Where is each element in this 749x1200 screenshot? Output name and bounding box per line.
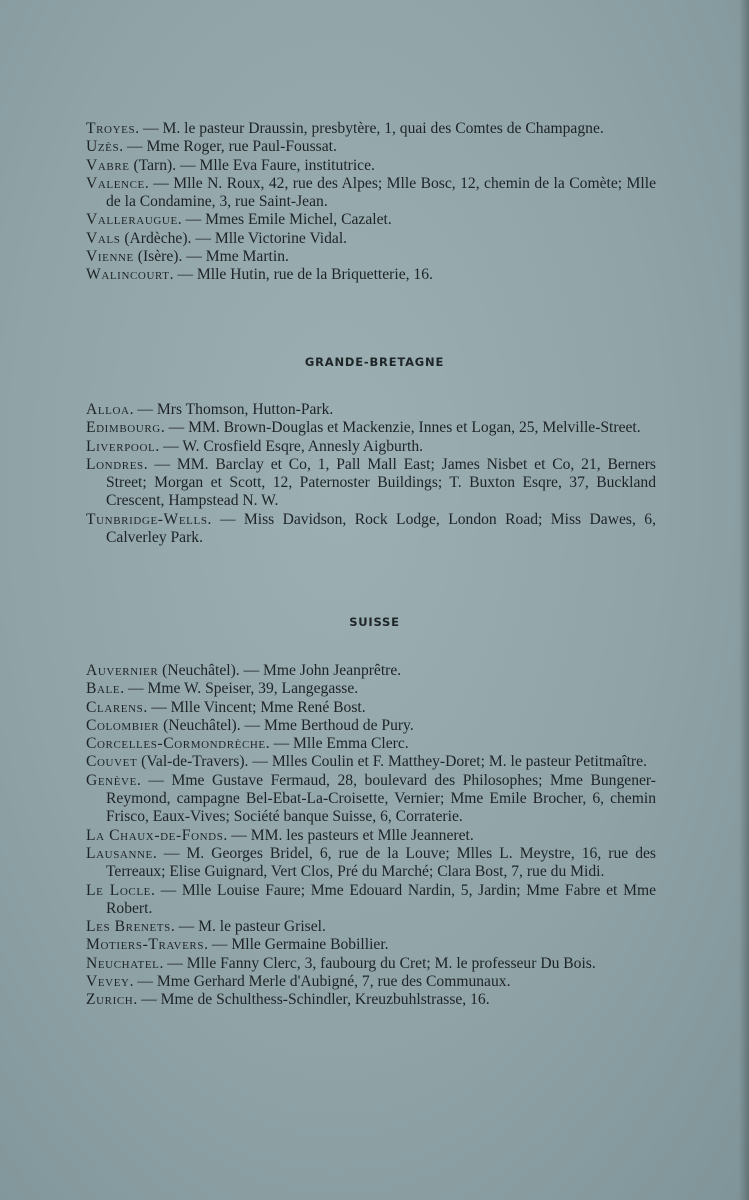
- section-heading-grande-bretagne: GRANDE-BRETAGNE: [304, 355, 445, 369]
- list-item: [86, 717, 656, 735]
- list-item: [86, 511, 656, 548]
- list-item: [86, 211, 656, 229]
- place-name: Neuchatel: [86, 954, 160, 972]
- gb-list: [86, 401, 656, 547]
- place-name: Edimbourg: [86, 419, 161, 437]
- entry-text: . — Miss Davidson, Rock Lodge, London Road; Miss Dawes, 6, Calverley Park.: [106, 510, 656, 547]
- place-name: Clarens: [86, 698, 144, 716]
- entry-text: . — Mme de Schulthess-Schindler, Kreuzbuhlstrasse, 16.: [133, 991, 490, 1009]
- entry-text: . — Mme Roger, rue Paul-Foussat.: [119, 138, 337, 156]
- place-name: Walincourt: [86, 266, 170, 284]
- place-name: Troyes: [86, 120, 136, 137]
- place-name: Couvet: [86, 753, 138, 771]
- place-name: Lausanne: [86, 844, 153, 862]
- list-item: [86, 918, 656, 936]
- place-name: Zurich: [86, 991, 134, 1009]
- list-item: [86, 138, 656, 156]
- entry-text: . — Mrs Thomson, Hutton-Park.: [129, 401, 334, 418]
- list-item: [86, 662, 656, 680]
- list-item: [86, 456, 656, 511]
- place-name: Uzès: [86, 138, 120, 156]
- place-name: Bale: [86, 680, 121, 698]
- list-item: [86, 266, 656, 284]
- list-item: [86, 175, 656, 212]
- entry-text: . — Mlle N. Roux, 42, rue des Alpes; Mlle Bosc, 12, chemin de la Comète; Mlle de la Condamine, 3, rue Saint-Jean.: [106, 174, 656, 211]
- place-name: Colombier: [86, 716, 160, 734]
- list-item: [86, 248, 656, 266]
- place-name: Le Locle: [86, 881, 151, 899]
- list-item: [86, 973, 656, 991]
- entry-text: (Ardèche). — Mlle Victorine Vidal.: [120, 229, 348, 247]
- place-name: Valence: [86, 174, 145, 192]
- list-item: [86, 230, 656, 248]
- list-item: [86, 827, 656, 845]
- list-item: [86, 991, 656, 1009]
- entry-text: . — M. le pasteur Draussin, presbytère, 1, quai des Comtes de Champagne.: [135, 120, 604, 137]
- list-item: [86, 401, 656, 419]
- place-name: La Chaux-de-Fonds: [86, 826, 224, 844]
- list-item: [86, 699, 656, 717]
- entry-text: (Neuchâtel). — Mme Berthoud de Pury.: [159, 716, 414, 734]
- page-edge-shadow: [739, 0, 749, 1200]
- entry-text: (Val-de-Travers). — Mlles Coulin et F. Matthey-Doret; M. le pasteur Petitmaître.: [137, 753, 647, 771]
- france-list: [86, 120, 656, 285]
- entry-text: . — MM. Brown-Douglas et Mackenzie, Innes et Logan, 25, Melville-Street.: [160, 419, 641, 437]
- entry-text: . — Mlle Vincent; Mme René Bost.: [143, 698, 366, 716]
- entry-text: . — MM. Barclay et Co, 1, Pall Mall East; James Nisbet et Co, 21, Berners Street; Morgan et Scott, 12, Paternoster Buildings; T. Buxton Esqre, 37, Buckland Crescent, Hampstead N. W.: [106, 455, 656, 510]
- entry-text: . — Mlle Germaine Bobillier.: [204, 936, 389, 954]
- place-name: Motiers-Travers: [86, 936, 205, 954]
- list-item: [86, 936, 656, 954]
- section-heading-suisse: SUISSE: [349, 615, 400, 629]
- place-name: Vabre: [86, 156, 130, 174]
- list-item: [86, 882, 656, 919]
- list-item: [86, 120, 656, 138]
- place-name: Auvernier: [86, 662, 159, 679]
- place-name: Valleraugue: [86, 211, 178, 229]
- entry-text: . — M. le pasteur Grisel.: [170, 918, 326, 936]
- list-item: [86, 735, 656, 753]
- list-item: [86, 753, 656, 771]
- entry-text: . — Mme Gustave Fermaud, 28, boulevard des Philosophes; Mme Bungener-Reymond, campagne Bel-Ebat-La-Croisette, Vernier; Mme Emile Brocher, 6, chemin Frisco, Eaux-Vives; Société banque Suisse, 6, Corraterie.: [106, 771, 656, 826]
- list-item: [86, 157, 656, 175]
- place-name: Vevey: [86, 973, 130, 991]
- list-item: [86, 680, 656, 698]
- entry-text: . — Mme Gerhard Merle d'Aubigné, 7, rue des Communaux.: [129, 973, 511, 991]
- entry-text: . — Mlle Fanny Clerc, 3, faubourg du Cret; M. le professeur Du Bois.: [159, 954, 596, 972]
- place-name: Liverpool: [86, 437, 156, 455]
- place-name: Vals: [86, 229, 121, 247]
- entry-text: . — Mlle Emma Clerc.: [265, 735, 409, 753]
- entry-text: . — Mmes Emile Michel, Cazalet.: [177, 211, 392, 229]
- list-item: [86, 772, 656, 827]
- entry-text: . — W. Crosfield Esqre, Annesly Aigburth.: [155, 437, 424, 455]
- entry-text: (Isère). — Mme Martin.: [133, 248, 289, 266]
- list-item: [86, 438, 656, 456]
- place-name: Corcelles-Cormondrèche: [86, 735, 266, 753]
- place-name: Alloa: [86, 401, 130, 418]
- entry-text: . — Mme W. Speiser, 39, Langegasse.: [120, 680, 359, 698]
- place-name: Vienne: [86, 248, 134, 266]
- place-name: Les Brenets: [86, 918, 171, 936]
- entry-text: . — Mlle Hutin, rue de la Briquetterie, 16.: [169, 266, 433, 284]
- entry-text: . — M. Georges Bridel, 6, rue de la Louve; Mlles L. Meystre, 16, rue des Terreaux; Elise Guignard, Vert Clos, Pré du Marché; Clara Bost, 7, rue du Midi.: [106, 844, 656, 881]
- entry-text: (Neuchâtel). — Mme John Jeanprêtre.: [158, 662, 402, 679]
- entry-text: . — MM. les pasteurs et Mlle Jeanneret.: [223, 826, 474, 844]
- list-item: [86, 955, 656, 973]
- suisse-list: [86, 662, 656, 1010]
- place-name: Genève: [86, 771, 137, 789]
- place-name: Londres: [86, 455, 144, 473]
- place-name: Tunbridge-Wells: [86, 510, 208, 528]
- list-item: [86, 419, 656, 437]
- entry-text: . — Mlle Louise Faure; Mme Edouard Nardin, 5, Jardin; Mme Fabre et Mme Robert.: [106, 881, 657, 917]
- list-item: [86, 845, 656, 882]
- entry-text: (Tarn). — Mlle Eva Faure, institutrice.: [129, 156, 375, 174]
